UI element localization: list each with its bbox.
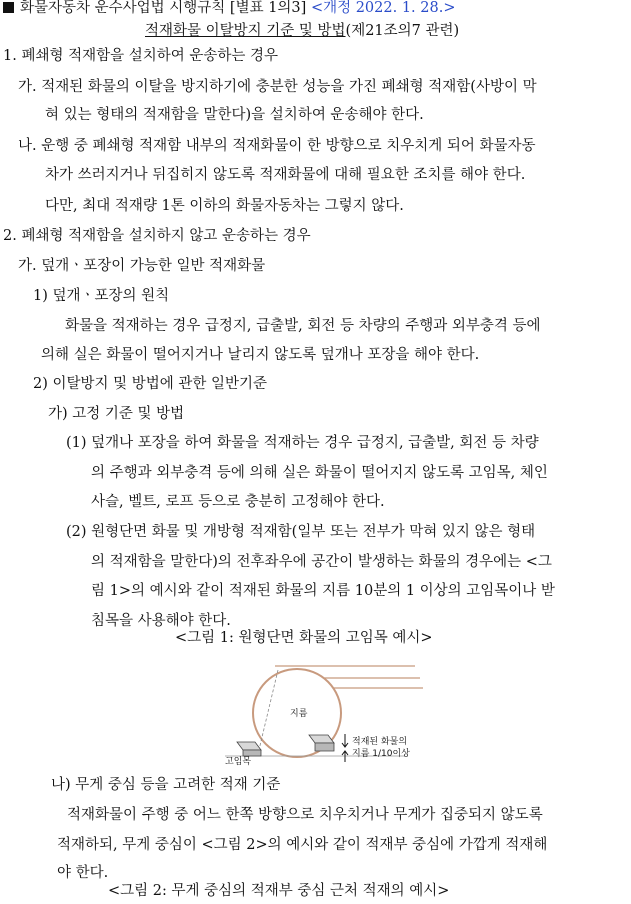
left-wedge: [237, 742, 261, 750]
item-1-line2: 의해 실은 화물이 떨어지거나 날리지 않도록 덮개나 포장을 해야 한다.: [41, 347, 480, 363]
doc-title: [145, 24, 459, 40]
item-1-heading: 1) 덮개ㆍ포장의 원칙: [33, 288, 170, 304]
arrow-down-icon: [342, 734, 348, 747]
item-2-1-line1: (1) 덮개나 포장을 하여 화물을 적재하는 경우 급정지, 급출발, 회전 등 차량: [66, 435, 539, 451]
item-ga-line1: 가. 적재된 화물의 이탈을 방지하기에 충분한 성능을 가진 폐쇄형 적재함(사방이 막: [18, 79, 537, 95]
doc-title-ref: (제21조의7 관련): [345, 23, 460, 39]
header-line: [3, 1, 455, 17]
right-wedge-front: [315, 743, 334, 751]
item-1-line1: 화물을 적재하는 경우 급정지, 급출발, 회전 등 차량의 주행과 외부충격 등에: [65, 318, 541, 334]
item-na-line1: 나. 운행 중 폐쇄형 적재함 내부의 적재화물이 한 방향으로 치우치게 되어 화물자동: [18, 138, 536, 154]
figure-1-caption: <그림 1: 원형단면 화물의 고임목 예시>: [175, 630, 433, 646]
item-2-1-line2: 의 주행과 외부충격 등에 의해 실은 화물이 떨어지지 않도록 고임목, 체인: [91, 465, 548, 481]
item-2-2-line4: 침목을 사용해야 한다.: [91, 613, 231, 629]
item-2-2-line1: (2) 원형단면 화물 및 개방형 적재함(일부 또는 전부가 막혀 있지 않은 형태: [66, 524, 536, 540]
item-2-1-line3: 사슬, 벨트, 로프 등으로 충분히 고정해야 한다.: [91, 494, 385, 510]
diameter-label: 지름: [290, 709, 308, 719]
section-1-heading: 1. 폐쇄형 적재함을 설치하여 운송하는 경우: [3, 48, 278, 64]
arrow-up-icon: [342, 751, 348, 762]
left-wedge-front: [243, 750, 261, 756]
item-2-ga-heading: 가. 덮개ㆍ포장이 가능한 일반 적재화물: [18, 258, 266, 274]
section-2-heading: 2. 폐쇄형 적재함을 설치하지 않고 운송하는 경우: [3, 228, 311, 244]
item-2-ga-sub-heading: 가) 고정 기준 및 방법: [48, 406, 185, 422]
item-na-line2: 차가 쓰러지거나 뒤집히지 않도록 적재화물에 대해 필요한 조치를 해야 한다.: [45, 167, 526, 183]
law-title: 화물자동차 운수사업법 시행규칙 [별표 1의3]: [20, 0, 307, 16]
wedge-label: 고임목: [225, 757, 252, 767]
item-2-heading: 2) 이탈방지 및 방법에 관한 일반기준: [33, 376, 268, 392]
item-na-sub-line3: 야 한다.: [57, 865, 109, 881]
item-2-2-line2: 의 적재함을 말한다)의 전후좌우에 공간이 발생하는 화물의 경우에는 <그: [91, 554, 552, 570]
item-na-line3: 다만, 최대 적재량 1톤 이하의 화물자동차는 그렇지 않다.: [45, 198, 404, 214]
amendment-date: <개정 2022. 1. 28.>: [310, 0, 456, 16]
item-na-sub-heading: 나) 무게 중심 등을 고려한 적재 기준: [51, 777, 281, 793]
figure-note-line2: 지름 1/10이상: [352, 749, 410, 759]
figure-1-wedge-illustration: [215, 664, 455, 770]
square-bullet-icon: [3, 2, 14, 13]
item-ga-line2: 혀 있는 형태의 적재함을 말한다)을 설치하여 운송해야 한다.: [45, 107, 424, 123]
figure-2-caption: <그림 2: 무게 중심의 적재부 중심 근처 적재의 예시>: [108, 883, 450, 899]
item-na-sub-line2: 적재하되, 무게 중심이 <그림 2>의 예시와 같이 적재부 중심에 가깝게 적재해: [57, 837, 548, 853]
figure-note-line1: 적재된 화물의: [352, 737, 408, 747]
item-na-sub-line1: 적재화물이 주행 중 어느 한쪽 방향으로 치우치거나 무게가 집중되지 않도록: [67, 807, 543, 823]
item-2-2-line3: 림 1>의 예시와 같이 적재된 화물의 지름 10분의 1 이상의 고임목이나 받: [91, 583, 555, 599]
doc-title-main: 적재화물 이탈방지 기준 및 방법: [145, 23, 346, 39]
